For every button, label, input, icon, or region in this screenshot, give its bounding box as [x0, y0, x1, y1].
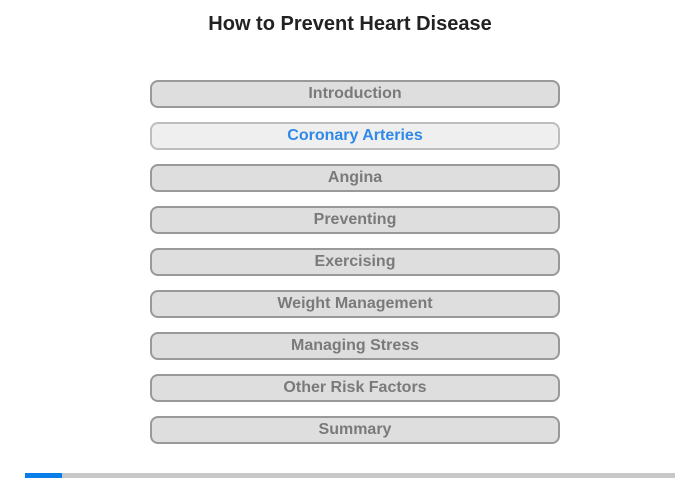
menu-item-other-risk-factors[interactable]: Other Risk Factors [150, 374, 560, 402]
progress-bar-fill [25, 473, 62, 478]
menu-item-managing-stress[interactable]: Managing Stress [150, 332, 560, 360]
menu-item-weight-management[interactable]: Weight Management [150, 290, 560, 318]
menu-item-summary[interactable]: Summary [150, 416, 560, 444]
menu-item-exercising[interactable]: Exercising [150, 248, 560, 276]
menu-item-coronary-arteries[interactable]: Coronary Arteries [150, 122, 560, 150]
progress-bar [25, 473, 675, 478]
menu-item-angina[interactable]: Angina [150, 164, 560, 192]
page-title: How to Prevent Heart Disease [208, 13, 492, 35]
chapter-menu [150, 80, 560, 458]
menu-item-introduction[interactable]: Introduction [150, 80, 560, 108]
menu-item-preventing[interactable]: Preventing [150, 206, 560, 234]
